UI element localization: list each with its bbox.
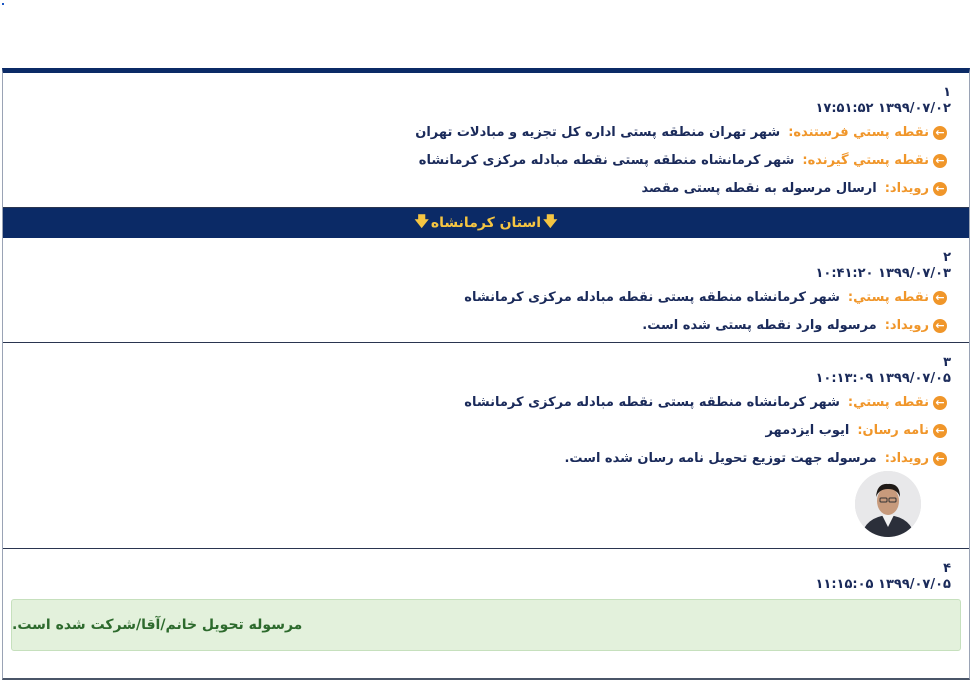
entry-datetime: ۱۰:۱۳:۰۹ ۱۳۹۹/۰۷/۰۵ [815,371,951,386]
row-label: رويداد: [884,181,929,196]
arrow-circle-left-icon: ← [933,154,947,168]
arrow-circle-left-icon: ← [933,424,947,438]
province-band [3,208,969,238]
entry-number: ۳ [943,355,951,370]
row-value: ارسال مرسوله به نقطه پستی مقصد [641,181,877,196]
arrow-circle-left-icon: ← [933,182,947,196]
arrow-circle-left-icon: ← [933,126,947,140]
row-label: رويداد: [884,318,929,333]
entry-row [419,153,947,168]
entry-row [464,290,947,305]
row-label: نقطه پستي فرستنده: [788,125,929,140]
row-label: نقطه پستي گيرنده: [802,153,929,168]
tracking-entry-3 [3,343,969,549]
postman-avatar[interactable] [855,471,921,537]
row-value: شهر تهران منطقه پستی اداره کل تجزیه و مبادلات تهران [415,125,781,140]
tracking-entry-4 [3,549,969,684]
delivery-status-alert [11,599,961,651]
row-label: رويداد: [884,451,929,466]
row-label: نقطه پستي: [847,395,929,410]
entry-number: ۲ [943,250,951,265]
entry-datetime: ۱۰:۴۱:۲۰ ۱۳۹۹/۰۷/۰۳ [815,266,951,281]
entry-row [642,181,947,196]
entry-row [642,318,947,333]
entry-row [415,125,947,140]
entry-row [564,451,947,466]
province-name: استان کرمانشاه [430,215,542,231]
entry-number: ۴ [943,561,951,576]
arrow-circle-left-icon: ← [933,291,947,305]
arrow-circle-left-icon: ← [933,319,947,333]
row-label: نقطه پستي: [847,290,929,305]
arrow-circle-left-icon: ← [933,452,947,466]
tracking-entry-2 [3,238,969,343]
row-value: شهر کرمانشاه منطقه پستی نقطه مبادله مرکزی کرمانشاه [464,290,840,305]
row-value: شهر کرمانشاه منطقه پستی نقطه مبادله مرکزی کرمانشاه [418,153,795,168]
entry-datetime: ۱۷:۵۱:۵۲ ۱۳۹۹/۰۷/۰۲ [815,101,951,116]
entry-datetime: ۱۱:۱۵:۰۵ ۱۳۹۹/۰۷/۰۵ [815,577,951,592]
arrow-down-icon: 🡇 [543,214,558,230]
tracking-panel [2,68,970,680]
corner-dot [2,3,4,5]
row-label: نامه رسان: [857,423,929,438]
entry-row [464,395,947,410]
row-value: شهر کرمانشاه منطقه پستی نقطه مبادله مرکزی کرمانشاه [464,395,840,410]
entry-row [765,423,947,438]
row-value: ايوب ایزدمهر [765,423,850,438]
arrow-circle-left-icon: ← [933,396,947,410]
entry-number: ۱ [943,85,951,100]
arrow-down-icon: 🡇 [414,214,429,230]
row-value: مرسوله جهت توزیع تحویل نامه رسان شده است. [564,451,877,466]
row-value: مرسوله وارد نقطه پستی شده است. [642,318,877,333]
tracking-entry-1 [3,73,969,208]
delivery-status-text: مرسوله تحویل خانم/آقا/شرکت شده است. [12,617,303,633]
